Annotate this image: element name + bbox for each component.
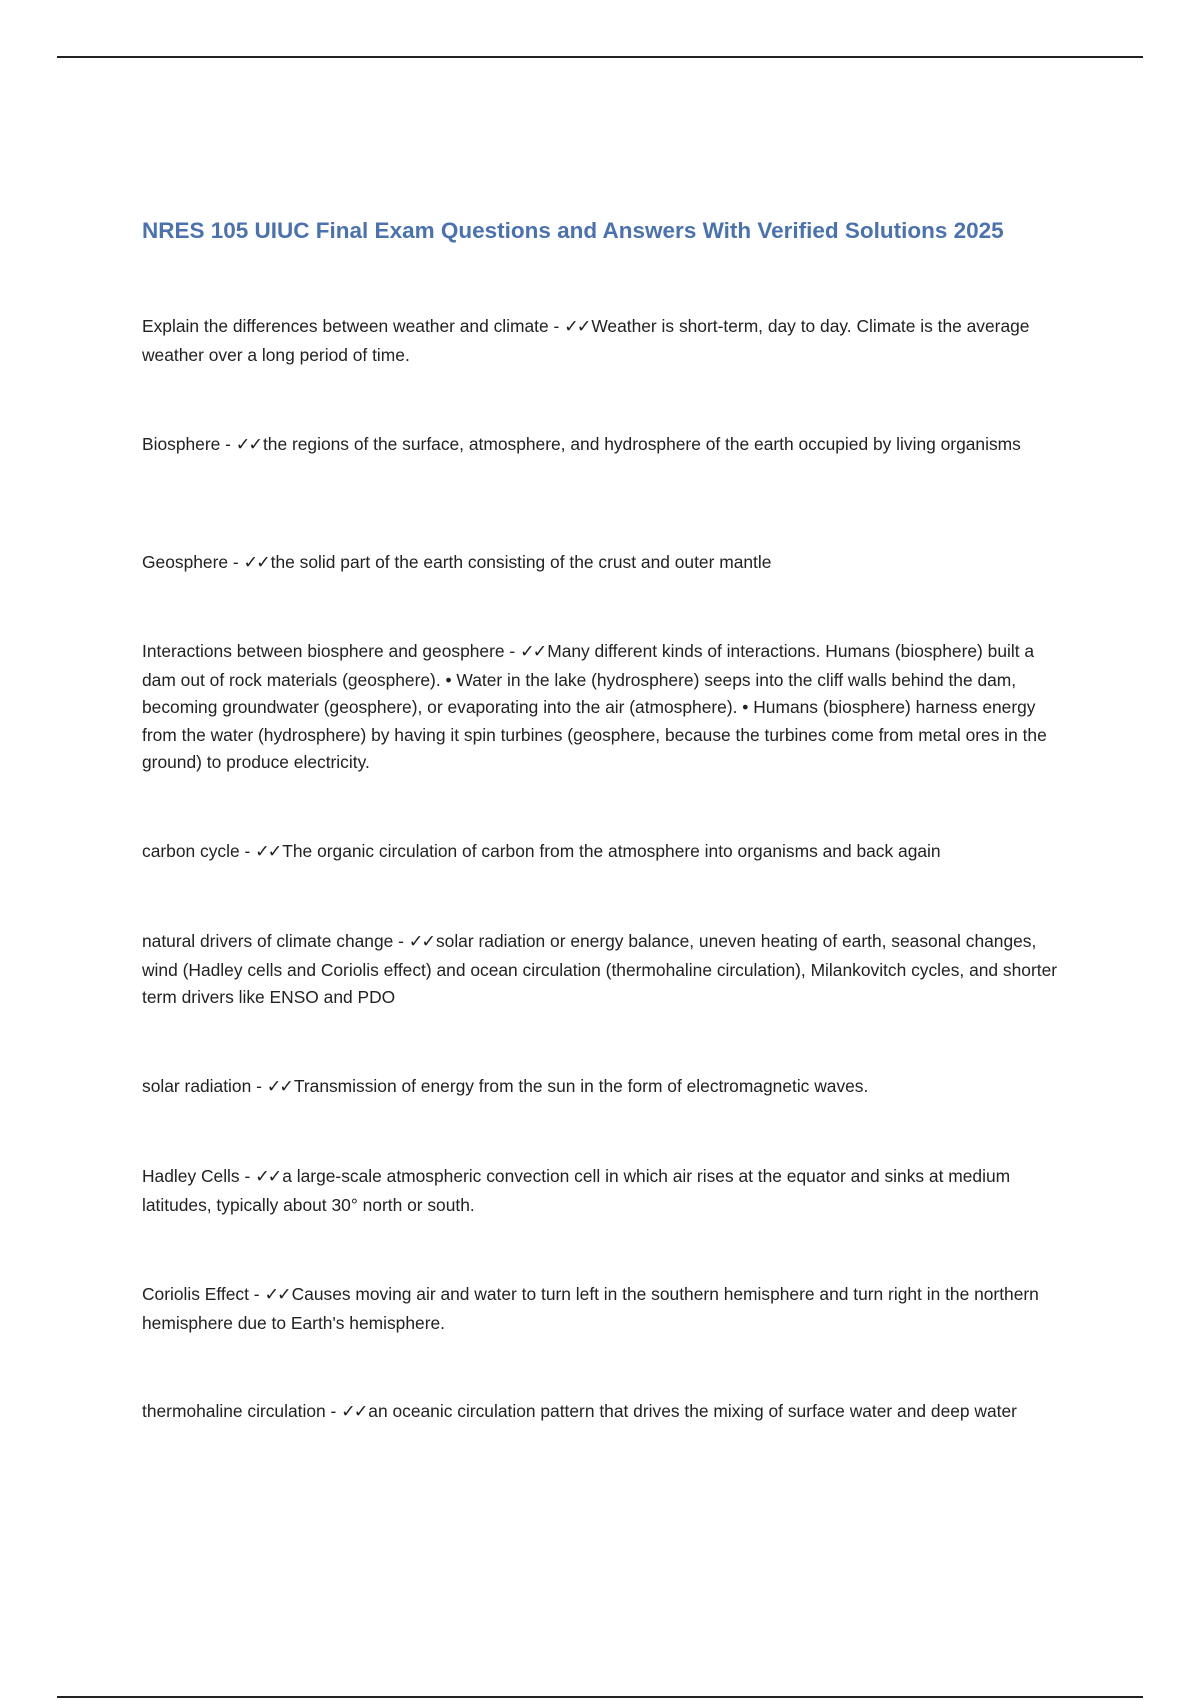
qa-item-solar-radiation (142, 1073, 1062, 1102)
qa-answer: the regions of the surface, atmosphere, and hydrosphere of the earth occupied by living organisms (262, 434, 1021, 454)
qa-item-biosphere (142, 431, 1062, 460)
double-check-icon: ✓✓ (255, 842, 281, 862)
top-divider (57, 56, 1143, 58)
qa-answer: a large-scale atmospheric convection cell in which air rises at the equator and sinks at medium latitudes, typically about 30° north or south. (142, 1166, 1011, 1215)
qa-separator: - (228, 552, 244, 572)
qa-separator: - (325, 1401, 342, 1421)
qa-term: Geosphere (142, 552, 229, 572)
double-check-icon: ✓✓ (235, 435, 261, 455)
qa-answer: solar radiation or energy balance, uneven heating of earth, seasonal changes, wind (Hadley cells and Coriolis effect) and ocean circulation (thermohaline circulation), Milankovitch cycles, and shorter term drivers like ENSO and PDO (142, 931, 1058, 1007)
double-check-icon: ✓✓ (408, 932, 434, 952)
qa-term: Biosphere (142, 434, 221, 454)
qa-separator: - (504, 641, 521, 661)
qa-separator: - (239, 841, 256, 861)
qa-item-biosphere-geosphere-interactions (142, 638, 1062, 777)
qa-answer: Weather is short-term, day to day. Climate is the average weather over a long period of time. (142, 316, 1030, 365)
qa-item-geosphere (142, 549, 1062, 578)
double-check-icon: ✓✓ (520, 642, 546, 662)
qa-answer: Transmission of energy from the sun in the form of electromagnetic waves. (293, 1076, 869, 1096)
qa-separator: - (220, 434, 236, 454)
qa-item-thermohaline-circulation (142, 1398, 1062, 1427)
qa-term: Explain the differences between weather and climate (142, 316, 549, 336)
qa-term: carbon cycle (142, 841, 240, 861)
qa-item-coriolis-effect (142, 1281, 1062, 1337)
qa-term: Hadley Cells (142, 1166, 240, 1186)
qa-answer: the solid part of the earth consisting of the crust and outer mantle (270, 552, 772, 572)
qa-answer: The organic circulation of carbon from the atmosphere into organisms and back again (282, 841, 941, 861)
double-check-icon: ✓✓ (255, 1167, 281, 1187)
qa-separator: - (251, 1076, 267, 1096)
qa-answer: an oceanic circulation pattern that drives the mixing of surface water and deep water (368, 1401, 1017, 1421)
double-check-icon: ✓✓ (266, 1077, 292, 1097)
double-check-icon: ✓✓ (564, 317, 590, 337)
qa-term: Coriolis Effect (142, 1284, 249, 1304)
qa-term: solar radiation (142, 1076, 252, 1096)
qa-item-natural-drivers (142, 928, 1062, 1012)
qa-term: natural drivers of climate change (142, 931, 394, 951)
double-check-icon: ✓✓ (341, 1402, 367, 1422)
qa-item-hadley-cells (142, 1163, 1062, 1219)
double-check-icon: ✓✓ (264, 1285, 290, 1305)
qa-separator: - (239, 1166, 256, 1186)
qa-separator: - (548, 316, 565, 336)
double-check-icon: ✓✓ (243, 553, 269, 573)
qa-answer: Causes moving air and water to turn left in the southern hemisphere and turn right in the northern hemisphere due to Earth's hemisphere. (142, 1284, 1039, 1333)
qa-term: Interactions between biosphere and geosphere (142, 641, 505, 661)
document-title: NRES 105 UIUC Final Exam Questions and Answers With Verified Solutions 2025 (142, 218, 1004, 243)
qa-answer: Many different kinds of interactions. Humans (biosphere) built a dam out of rock materials (geosphere). • Water in the lake (hydrosphere) seeps into the cliff walls behind the dam, becoming groundwater (geosphere), or evaporating into the air (atmosphere). • Humans (biosphere) harness energy from the water (hydrosphere) by having it spin turbines (geosphere, because the turbines come from metal ores in the ground) to produce electricity. (142, 641, 1047, 772)
qa-separator: - (393, 931, 409, 951)
bottom-divider (57, 1696, 1143, 1698)
qa-separator: - (248, 1284, 265, 1304)
qa-item-weather-climate (142, 313, 1062, 369)
qa-item-carbon-cycle (142, 838, 1062, 867)
qa-term: thermohaline circulation (142, 1401, 326, 1421)
